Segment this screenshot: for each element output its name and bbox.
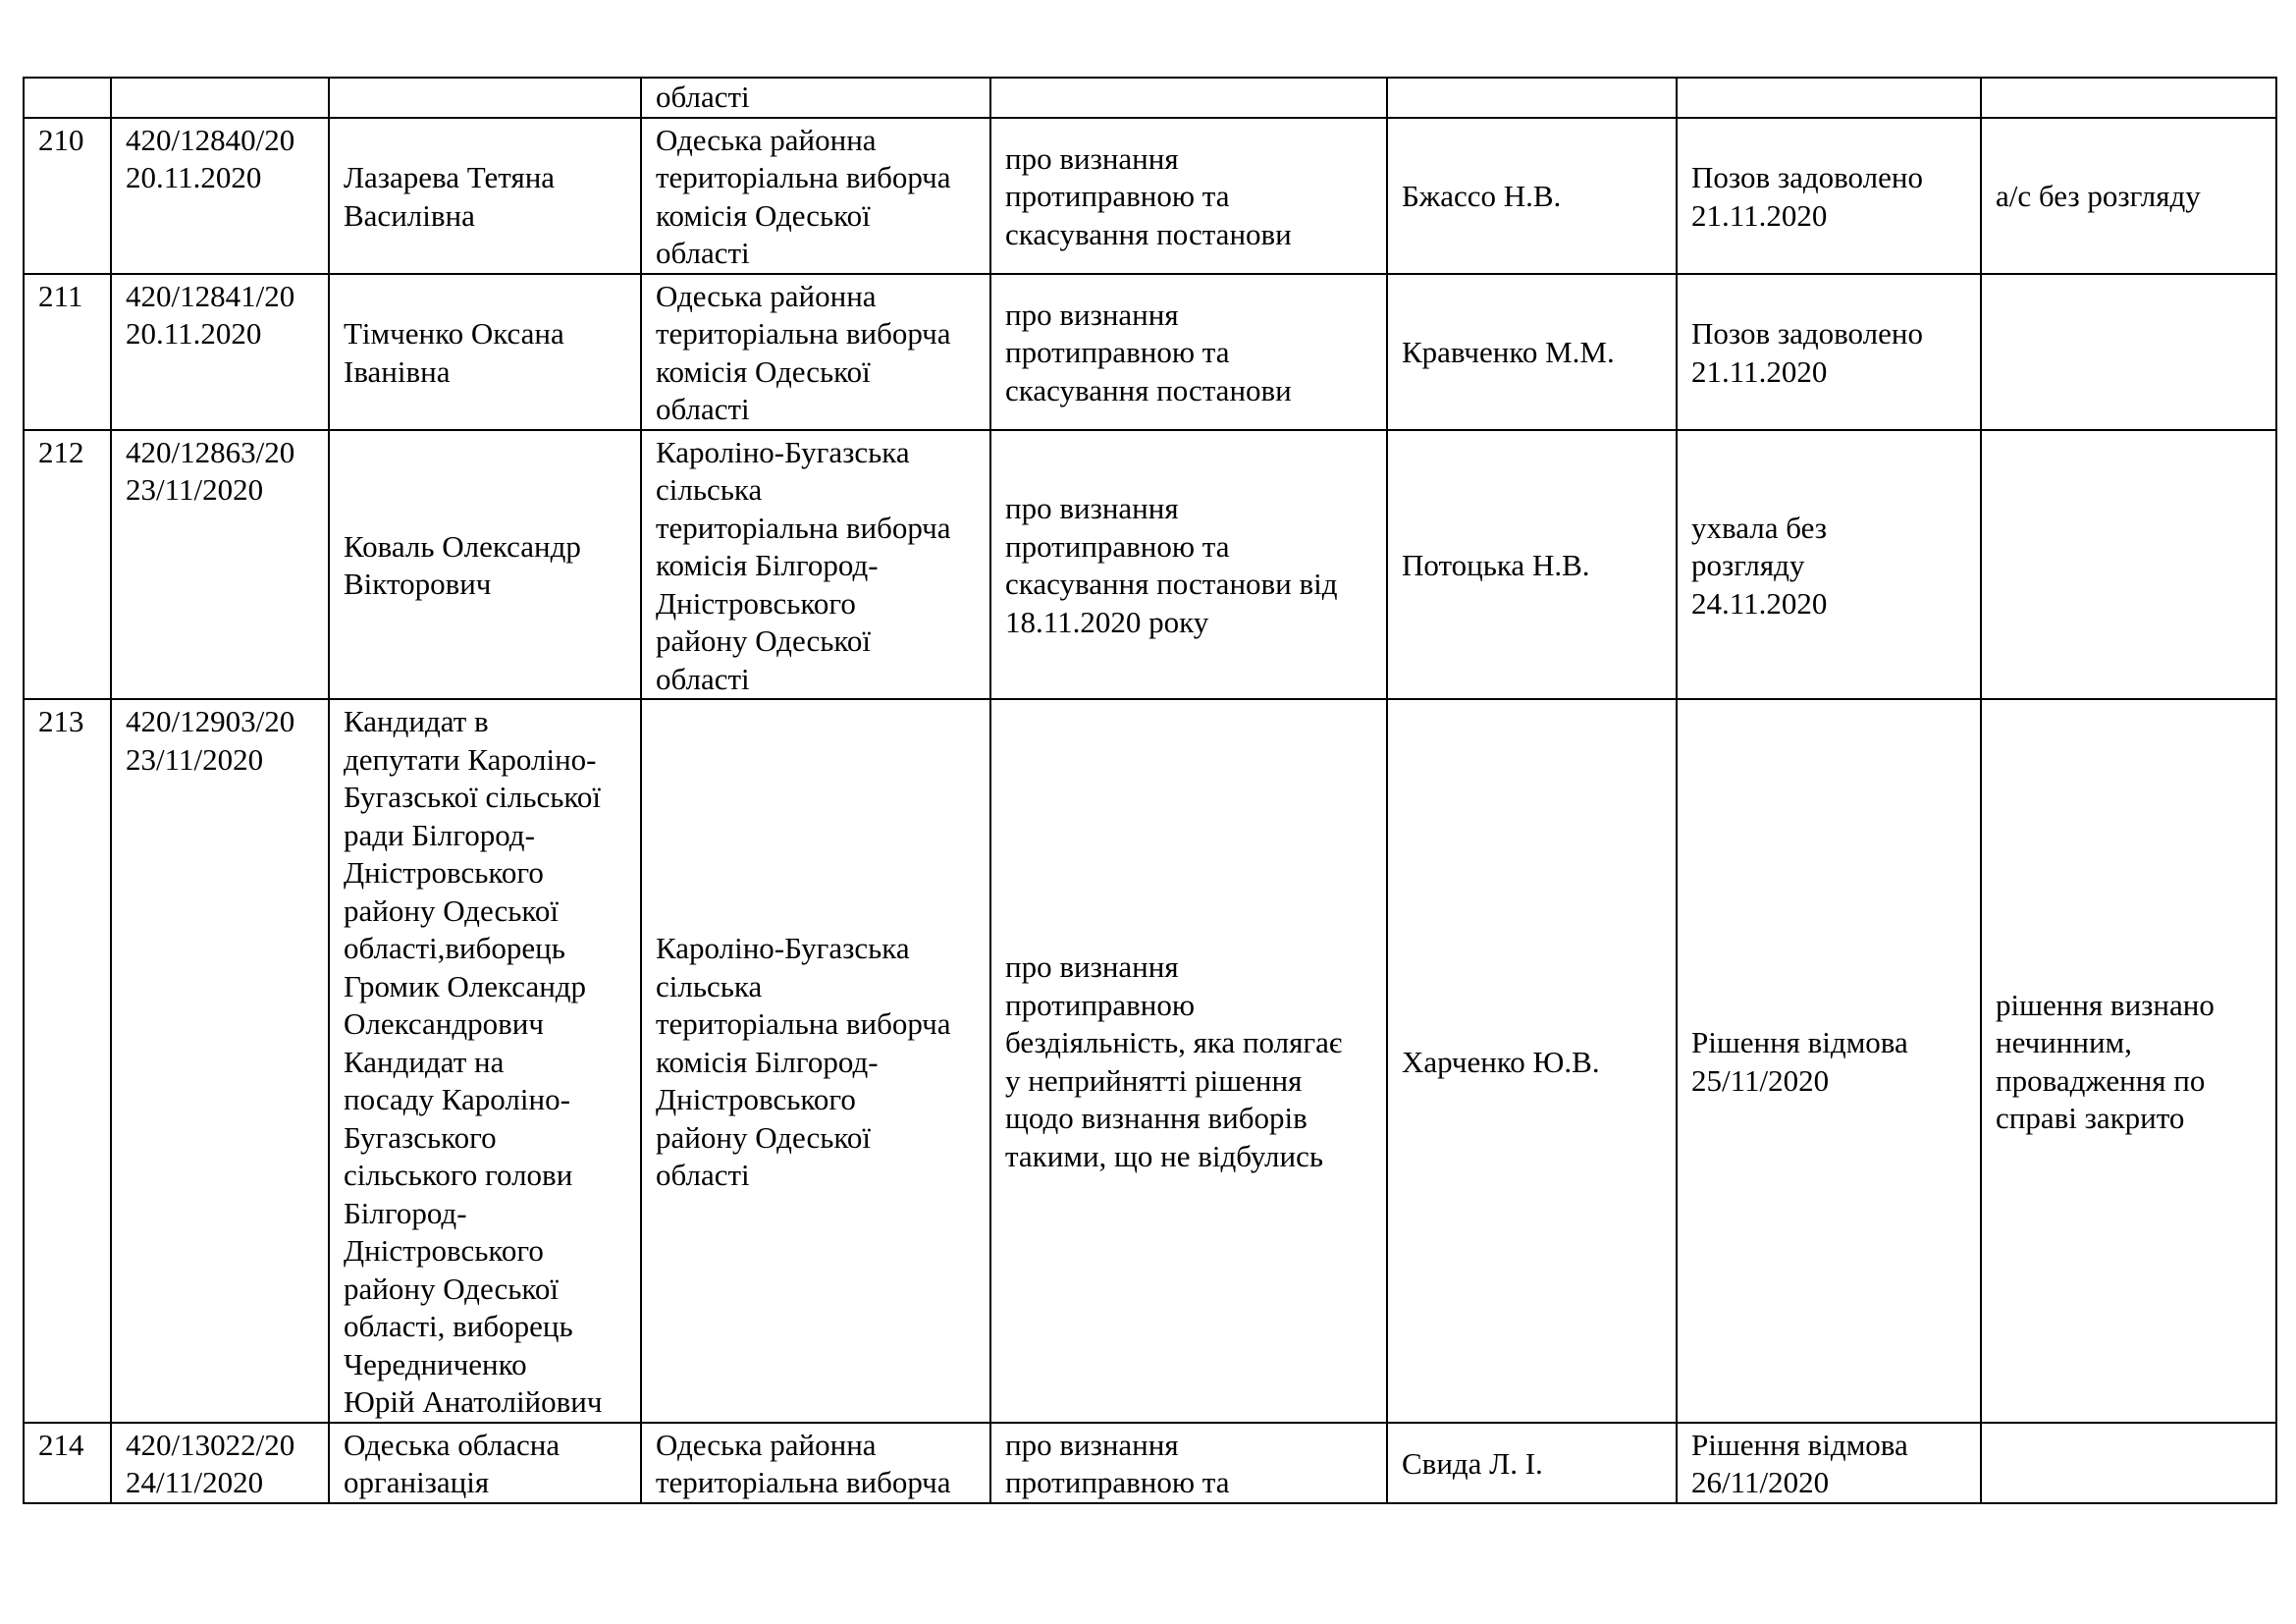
defendant-cell: Одеська районна територіальна виборча комісія Одеської області bbox=[641, 118, 990, 274]
defendant-cell: Кароліно-Бугазська сільська територіальна виборча комісія Білгород- Дністровського району Одеської області bbox=[641, 430, 990, 700]
appeal-cell: а/с без розгляду bbox=[1981, 118, 2276, 274]
row-number-cell: 213 bbox=[24, 699, 111, 1423]
appeal-cell bbox=[1981, 1423, 2276, 1503]
defendant-cell: області bbox=[641, 78, 990, 118]
decision-cell: Позов задоволено 21.11.2020 bbox=[1677, 118, 1981, 274]
subject-cell: про визнання протиправною та скасування постанови від 18.11.2020 року bbox=[990, 430, 1387, 700]
row-number-cell bbox=[24, 78, 111, 118]
plaintiff-cell: Лазарева Тетяна Василівна bbox=[329, 118, 641, 274]
defendant-cell: Кароліно-Бугазська сільська територіальна виборча комісія Білгород- Дністровського району Одеської області bbox=[641, 699, 990, 1423]
subject-cell: про визнання протиправною та скасування постанови bbox=[990, 274, 1387, 430]
case-number-cell: 420/12840/20 20.11.2020 bbox=[111, 118, 329, 274]
case-number-cell: 420/12903/20 23/11/2020 bbox=[111, 699, 329, 1423]
plaintiff-cell: Коваль Олександр Вікторович bbox=[329, 430, 641, 700]
judge-cell: Свида Л. І. bbox=[1387, 1423, 1677, 1503]
decision-cell: Позов задоволено 21.11.2020 bbox=[1677, 274, 1981, 430]
row-number-cell: 211 bbox=[24, 274, 111, 430]
case-number-cell: 420/13022/20 24/11/2020 bbox=[111, 1423, 329, 1503]
plaintiff-cell: Кандидат в депутати Кароліно- Бугазської сільської ради Білгород- Дністровського району Одеської області,виборець Громик Олександр Олександрович Кандидат на посаду Кароліно- Бугазського сільського голови Білгород- Дністровського району Одеської області, виборець Чередниченко Юрій Анатолійович bbox=[329, 699, 641, 1423]
decision-cell: ухвала без розгляду 24.11.2020 bbox=[1677, 430, 1981, 700]
plaintiff-cell: Тімченко Оксана Іванівна bbox=[329, 274, 641, 430]
judge-cell bbox=[1387, 78, 1677, 118]
appeal-cell bbox=[1981, 78, 2276, 118]
judge-cell: Бжассо Н.В. bbox=[1387, 118, 1677, 274]
plaintiff-cell: Одеська обласна організація bbox=[329, 1423, 641, 1503]
row-number-cell: 210 bbox=[24, 118, 111, 274]
decision-cell: Рішення відмова 25/11/2020 bbox=[1677, 699, 1981, 1423]
decision-cell bbox=[1677, 78, 1981, 118]
subject-cell: про визнання протиправною бездіяльність, яка полягає у неприйнятті рішення щодо визнання виборів такими, що не відбулись bbox=[990, 699, 1387, 1423]
table-row bbox=[24, 1423, 2276, 1503]
plaintiff-cell bbox=[329, 78, 641, 118]
judge-cell: Кравченко М.М. bbox=[1387, 274, 1677, 430]
decision-cell: Рішення відмова 26/11/2020 bbox=[1677, 1423, 1981, 1503]
row-number-cell: 212 bbox=[24, 430, 111, 700]
table-row bbox=[24, 78, 2276, 118]
table-row bbox=[24, 699, 2276, 1423]
table-row bbox=[24, 430, 2276, 700]
table-row bbox=[24, 118, 2276, 274]
defendant-cell: Одеська районна територіальна виборча bbox=[641, 1423, 990, 1503]
judge-cell: Потоцька Н.В. bbox=[1387, 430, 1677, 700]
appeal-cell bbox=[1981, 274, 2276, 430]
court-cases-table bbox=[23, 77, 2277, 1504]
appeal-cell: рішення визнано нечинним, провадження по справі закрито bbox=[1981, 699, 2276, 1423]
case-number-cell: 420/12863/20 23/11/2020 bbox=[111, 430, 329, 700]
subject-cell bbox=[990, 78, 1387, 118]
case-number-cell: 420/12841/20 20.11.2020 bbox=[111, 274, 329, 430]
subject-cell: про визнання протиправною та bbox=[990, 1423, 1387, 1503]
appeal-cell bbox=[1981, 430, 2276, 700]
row-number-cell: 214 bbox=[24, 1423, 111, 1503]
defendant-cell: Одеська районна територіальна виборча комісія Одеської області bbox=[641, 274, 990, 430]
judge-cell: Харченко Ю.В. bbox=[1387, 699, 1677, 1423]
subject-cell: про визнання протиправною та скасування постанови bbox=[990, 118, 1387, 274]
table-row bbox=[24, 274, 2276, 430]
case-number-cell bbox=[111, 78, 329, 118]
